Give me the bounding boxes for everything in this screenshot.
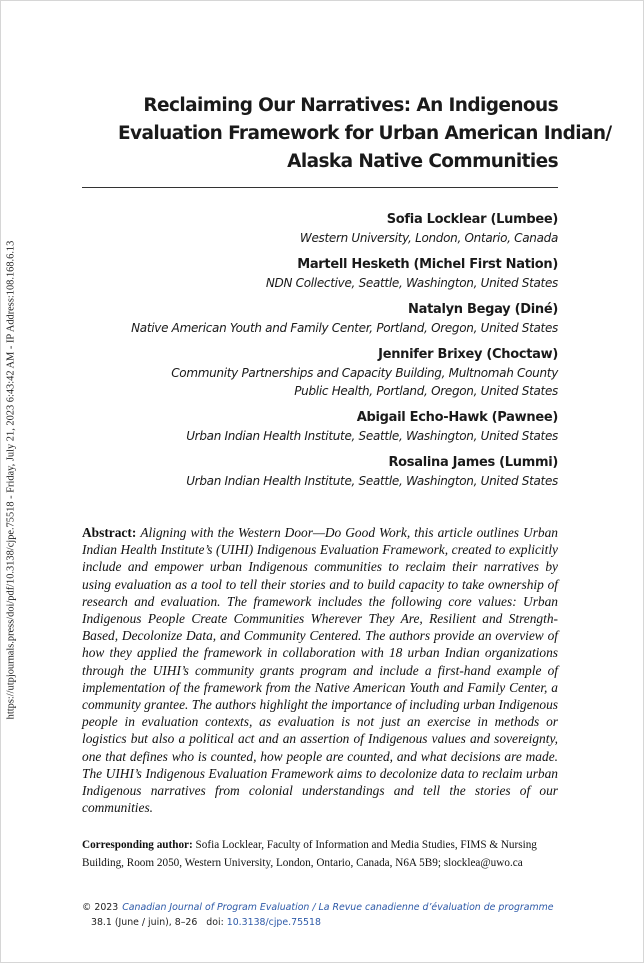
author-list xyxy=(118,211,558,499)
author-entry xyxy=(118,454,558,490)
author-entry xyxy=(118,256,558,292)
publication-footer xyxy=(82,900,562,930)
issue-info: 38.1 (June / juin), 8–26 xyxy=(91,917,198,928)
footer-line-issue xyxy=(82,915,562,930)
author-affiliation: NDN Collective, Seattle, Washington, United States xyxy=(265,276,558,290)
journal-name-link[interactable]: Canadian Journal of Program Evaluation / La Revue canadienne d’évaluation de programme xyxy=(122,902,554,913)
author-affiliation: Western University, London, Ontario, Canada xyxy=(299,231,558,245)
article-title-line: Alaska Native Communities xyxy=(287,151,558,172)
corresponding-author-text: Sofia Locklear, Faculty of Information and Media Studies, FIMS & Nursing Building, Room 2050, Western University, London, Ontario, Canada, N6A 5B9; slocklea@uwo.ca xyxy=(82,839,537,869)
corresponding-author-label: Corresponding author: xyxy=(82,839,193,851)
abstract xyxy=(82,524,558,816)
author-name: Sofia Locklear (Lumbee) xyxy=(386,212,558,227)
article-title-line: Reclaiming Our Narratives: An Indigenous xyxy=(143,95,558,116)
author-entry xyxy=(118,409,558,445)
download-watermark xyxy=(2,200,20,760)
copyright: © 2023 xyxy=(82,902,119,913)
author-affiliation: Community Partnerships and Capacity Building, Multnomah County xyxy=(171,366,558,380)
article-title xyxy=(118,92,612,176)
abstract-label: Abstract: xyxy=(82,525,137,540)
title-divider xyxy=(82,187,558,188)
author-entry xyxy=(118,301,558,337)
author-entry xyxy=(118,211,558,247)
author-entry xyxy=(118,346,558,400)
author-affiliation: Native American Youth and Family Center, Portland, Oregon, United States xyxy=(131,321,558,335)
author-affiliation: Urban Indian Health Institute, Seattle, Washington, United States xyxy=(186,474,558,488)
download-watermark-text: https://utpjournals.press/doi/pdf/10.3138/cjpe.75518 - Friday, July 21, 2023 6:43:42 AM - IP Address:108.168.6.13 xyxy=(5,240,17,720)
corresponding-author xyxy=(82,836,558,872)
author-affiliation: Public Health, Portland, Oregon, United States xyxy=(294,384,558,398)
doi-label: doi: xyxy=(206,917,224,928)
author-affiliation: Urban Indian Health Institute, Seattle, Washington, United States xyxy=(186,429,558,443)
author-name: Rosalina James (Lummi) xyxy=(388,455,558,470)
author-name: Abigail Echo-Hawk (Pawnee) xyxy=(356,410,558,425)
doi-link[interactable]: 10.3138/cjpe.75518 xyxy=(226,917,321,928)
abstract-text: Aligning with the Western Door—Do Good Work, this article outlines Urban Indian Health Institute’s (UIHI) Indigenous Evaluation Framework, created to explicitly include and empower urban Indigenous communities to reclaim their narratives by using evaluation as a tool to tell their stories and to build capacity to take ownership of research and evaluation. The framework includes the following core values: Urban Indigenous People Create Communities Wherever They Are, Resilient and Strength-Based, Decolonize Data, and Community Centered. The authors provide an overview of how they applied the framework in collaboration with 18 urban Indian organizations through the UIHI’s community grants program and include a first-hand example of implementation of the framework from the Native American Youth and Family Center, a community grantee. The authors highlight the importance of including urban Indigenous people in evaluation contexts, as evaluation is not just an exercise in methods or logistics but also a political act and an assertion of Indigenous values and sovereignty, one that defines who is counted, how people are counted, and what decisions are made. The UIHI’s Indigenous Evaluation Framework aims to decolonize data to reclaim urban Indigenous narratives from colonial understandings and tell the stories of our communities. xyxy=(82,525,558,816)
author-name: Natalyn Begay (Diné) xyxy=(408,302,558,317)
footer-line-journal xyxy=(82,900,562,915)
author-name: Martell Hesketh (Michel First Nation) xyxy=(297,257,558,272)
article-title-line: Evaluation Framework for Urban American Indian/ xyxy=(118,123,612,144)
author-name: Jennifer Brixey (Choctaw) xyxy=(378,347,558,362)
